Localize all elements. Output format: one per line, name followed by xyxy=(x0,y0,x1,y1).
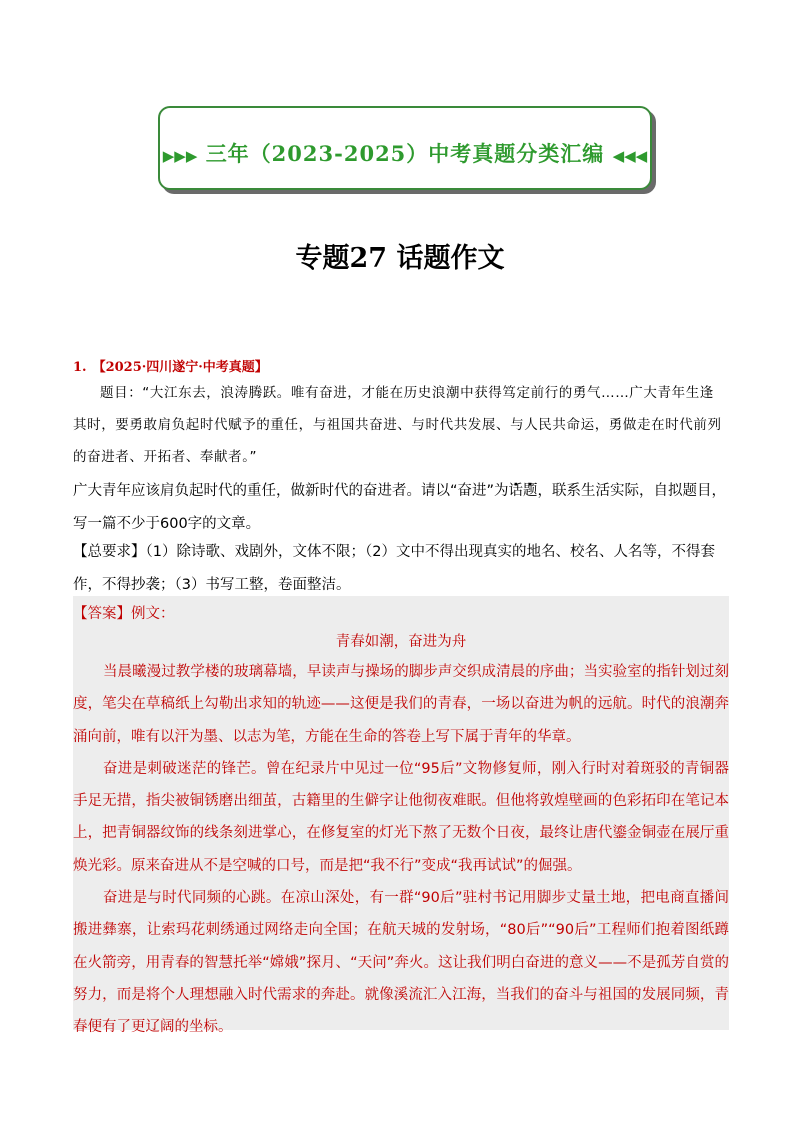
requirements: 【总要求】（1）除诗歌、戏剧外，文体不限；（2）文中不得出现真实的地名、校名、人名等，不得套作，不得抄袭；（3）书写工整，卷面整洁。 xyxy=(73,544,715,593)
banner-title: 三年（2023-2025）中考真题分类汇编 xyxy=(205,141,605,166)
essay-paragraph: 奋进是与时代同频的心跳。在凉山深处，有一群“90后”驻村书记用脚步丈量土地，把电商直播间搬进彝寨，让索玛花刺绣通过网络走向全国；在航天城的发射场，“80后”“90后”工程师们抱着图纸蹲在火箭旁，用青春的智慧托举“嫦娥”探月、“天问”奔火。这让我们明白奋进的意义——不是孤芳自赏的努力，而是将个人理想融入时代需求的奔赴。就像溪流汇入江海，当我们的奋斗与祖国的发展同频，青春便有了更辽阔的坐标。 xyxy=(73,890,729,1036)
question-source: 【2025·四川遂宁·中考真题】 xyxy=(92,360,268,375)
banner-text-row xyxy=(160,138,650,168)
emphasis-char-2: 题 xyxy=(523,483,538,499)
essay-paragraph: 奋进是刺破迷茫的锋芒。曾在纪录片中见过一位“95后”文物修复师，刚入行时对着斑驳的青铜器手足无措，指尖被铜锈磨出细茧，古籍里的生僻字让他彻夜难眠。但他将敦煌壁画的色彩拓印在笔记本上，把青铜器纹饰的线条刻进掌心，在修复室的灯光下熬了无数个日夜，最终让唐代鎏金铜壶在展厅重焕光彩。原来奋进从不是空喊的口号，而是把“我不行”变成“我再试试”的倔强。 xyxy=(73,760,729,874)
answer-section xyxy=(73,596,729,1036)
emphasis-char-1: 话 xyxy=(508,483,524,499)
right-arrows-icon: ◀◀◀ xyxy=(612,147,648,165)
header-banner xyxy=(158,106,652,190)
prompt-text-2: ，联系生活实际，自拟题目，写一篇不少于600字的文章。 xyxy=(73,483,727,532)
answer-heading: 【答案】例文： xyxy=(73,606,175,622)
question-quote: 题目：“大江东去，浪涛腾跃。唯有奋进，才能在历史浪潮中获得笃定前行的勇气……广大青年生逢其时，要勇敢肩负起时代赋予的重任，与祖国共奋进、与时代共发展、与人民共命运，勇做走在时代前列的奋进者、开拓者、奉献者。” xyxy=(73,385,722,465)
question-number: 1. xyxy=(73,360,87,375)
question-prompt xyxy=(73,475,729,541)
essay-paragraph: 当晨曦漫过教学楼的玻璃幕墙，早读声与操场的脚步声交织成清晨的序曲；当实验室的指针划过刻度，笔尖在草稿纸上勾勒出求知的轨迹——这便是我们的青春，一场以奋进为帆的远航。时代的浪潮奔涌向前，唯有以汗为墨、以志为笔，方能在生命的答卷上写下属于青年的华章。 xyxy=(73,664,729,745)
prompt-text-1: 广大青年应该肩负起时代的重任，做新时代的奋进者。请以“奋进”为 xyxy=(73,483,509,499)
essay-title: 青春如潮，奋进为舟 xyxy=(335,634,467,650)
question-header xyxy=(73,356,268,375)
left-arrows-icon: ▶▶▶ xyxy=(162,147,198,165)
essay-body xyxy=(73,656,729,1044)
page-title: 专题27 话题作文 xyxy=(295,243,505,274)
